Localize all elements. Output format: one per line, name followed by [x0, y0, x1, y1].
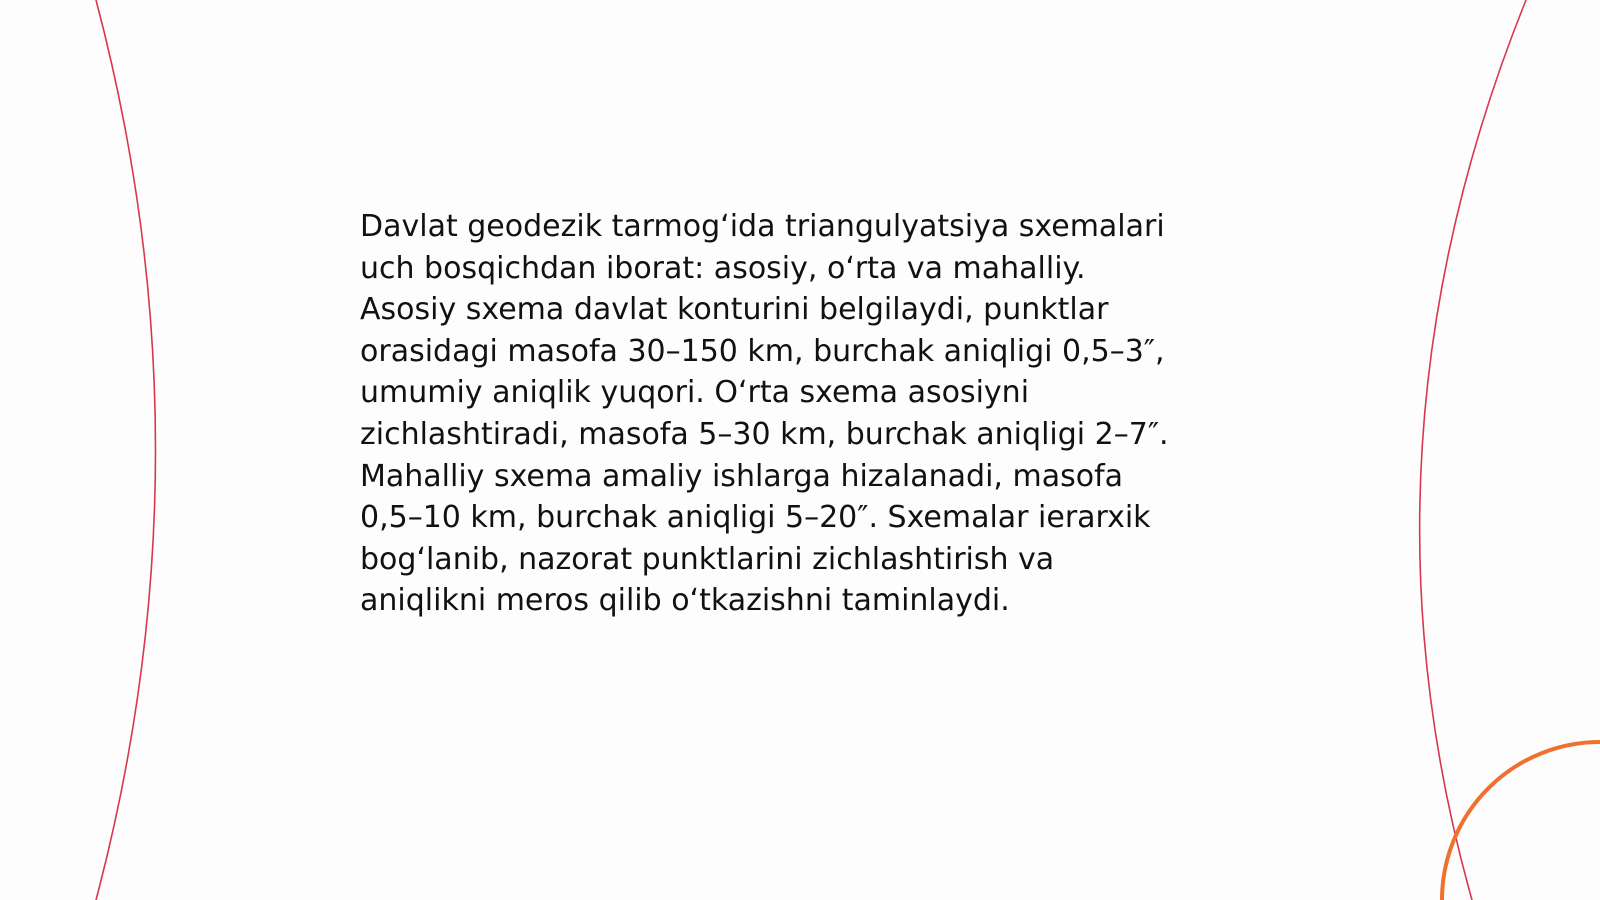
body-line: aniqlikni meros qilib oʻtkazishni taminlaydi.	[360, 583, 1010, 619]
body-line: bogʻlanib, nazorat punktlarini zichlashtirish va	[360, 541, 1055, 577]
body-line: umumiy aniqlik yuqori. Oʻrta sxema asosiyni	[360, 375, 1030, 411]
body-text	[360, 206, 1240, 622]
body-line: orasidagi masofa 30–150 km, burchak aniqligi 0,5–3″,	[360, 333, 1165, 369]
body-line: Asosiy sxema davlat konturini belgilaydi, punktlar	[360, 292, 1109, 328]
left-arc-line	[96, 0, 156, 900]
body-line: zichlashtiradi, masofa 5–30 km, burchak aniqligi 2–7″.	[360, 416, 1169, 452]
body-line: Mahalliy sxema amaliy ishlarga hizalanadi, masofa	[360, 458, 1124, 494]
body-line: Davlat geodezik tarmogʻida triangulyatsiya sxemalari	[360, 209, 1165, 244]
body-line: uch bosqichdan iborat: asosiy, oʻrta va mahalliy.	[360, 250, 1086, 286]
right-arc-line	[1420, 0, 1526, 900]
body-line: 0,5–10 km, burchak aniqligi 5–20″. Sxemalar ierarxik	[360, 500, 1151, 536]
